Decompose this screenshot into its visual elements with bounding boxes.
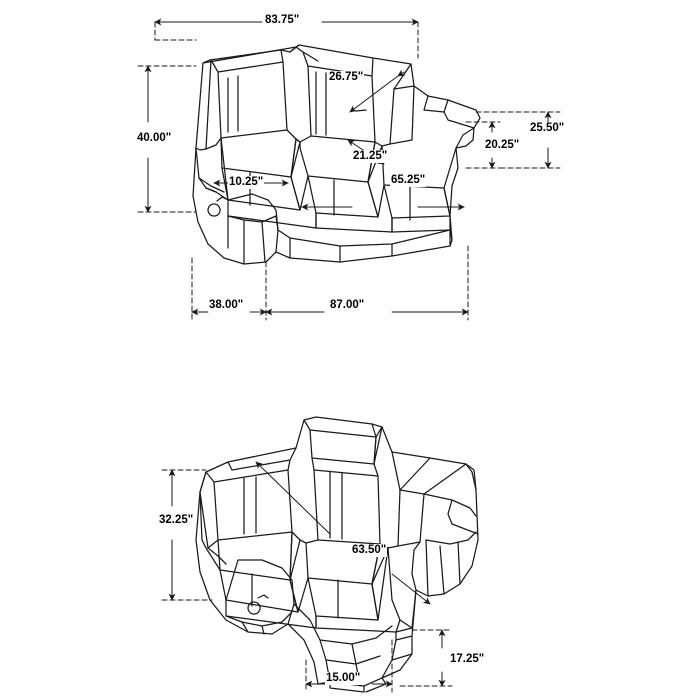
label-overall-height: 40.00" — [137, 132, 172, 144]
label-overall-width: 87.00" — [330, 299, 365, 311]
label-seat-width: 65.25" — [391, 174, 426, 186]
label-seat-depth: 21.25" — [353, 150, 388, 162]
label-overall-back-width: 83.75" — [265, 14, 300, 26]
sofa-bottom-illustration — [196, 417, 478, 692]
label-seat-back-height: 26.75" — [329, 71, 364, 83]
label-base-depth: 15.00" — [326, 672, 361, 684]
label-arm-height: 25.50" — [530, 122, 565, 134]
label-back-height: 32.25" — [159, 514, 194, 526]
label-footrest-height: 17.25" — [450, 653, 485, 665]
label-overall-depth: 38.00" — [209, 299, 244, 311]
label-back-width: 63.50" — [352, 544, 387, 556]
label-seat-height: 20.25" — [485, 139, 520, 151]
label-arm-width: 10.25" — [229, 176, 264, 188]
